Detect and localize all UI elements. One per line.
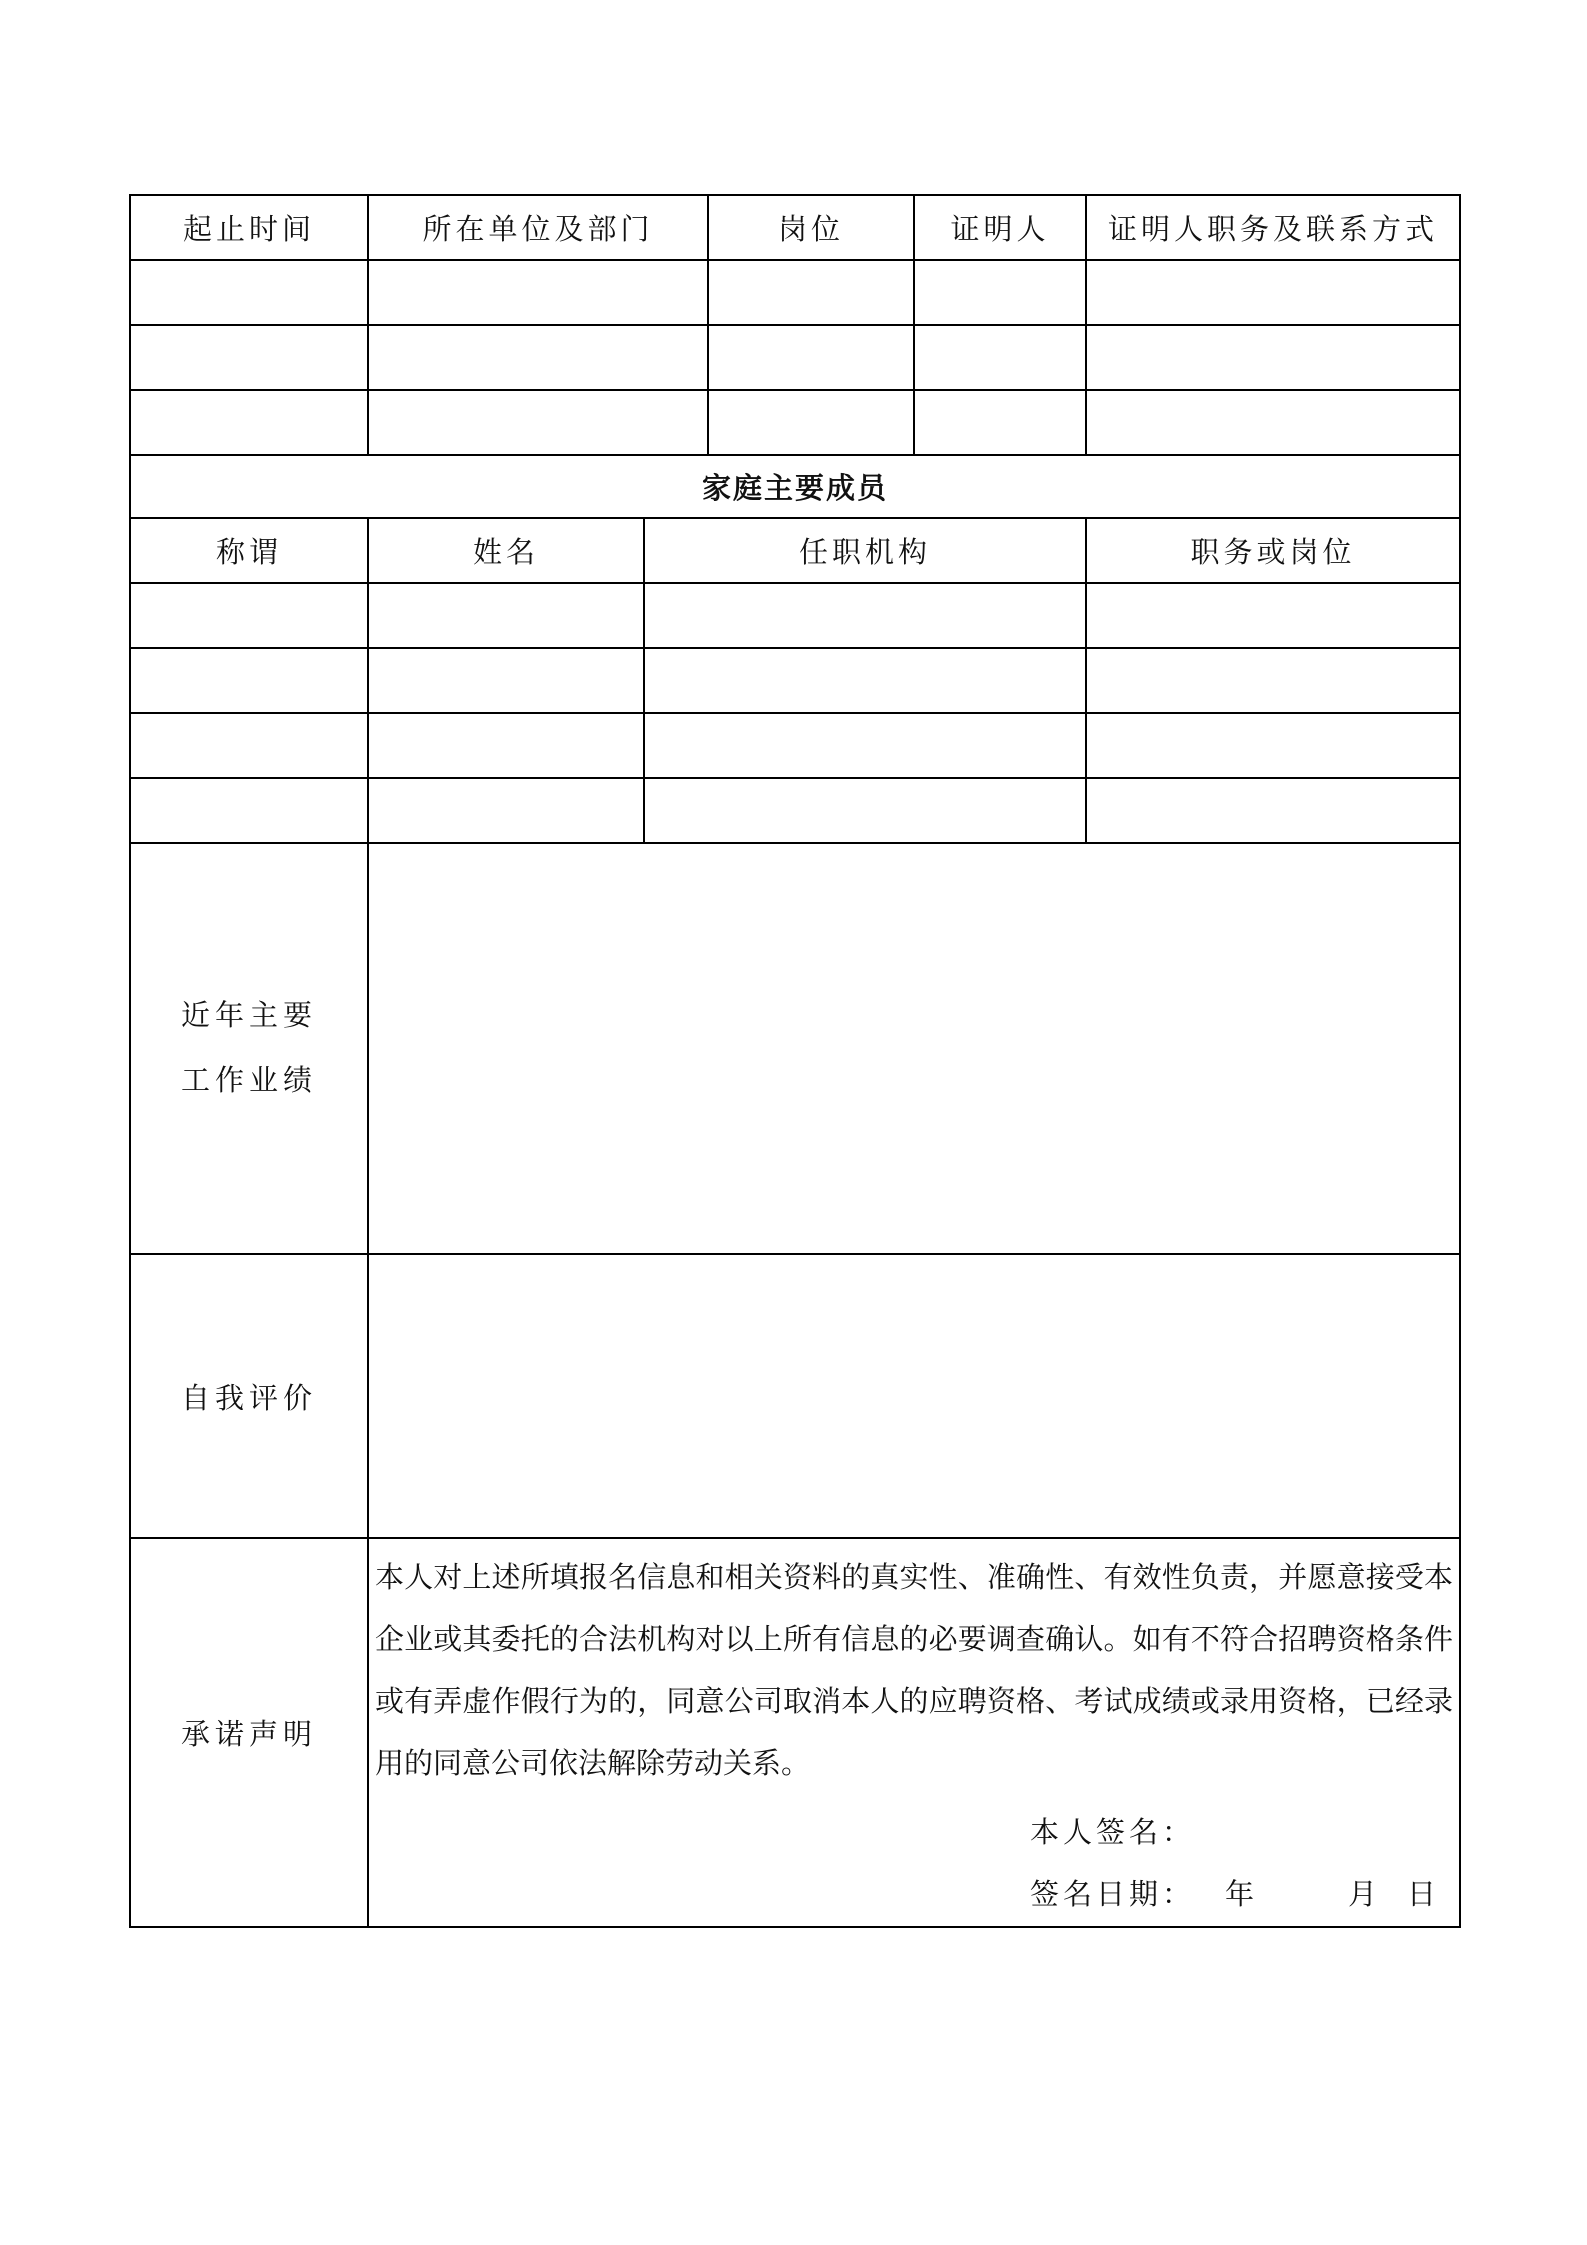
family-member-input-cell[interactable]	[368, 713, 644, 778]
signature-date-line	[1030, 1864, 1453, 1926]
family-member-input-cell[interactable]	[644, 583, 1086, 648]
family-member-row	[130, 713, 1460, 778]
application-form-table	[129, 194, 1461, 1928]
family-member-input-cell[interactable]	[130, 583, 368, 648]
achievements-row	[130, 843, 1460, 1254]
declaration-body-text: 本人对上述所填报名信息和相关资料的真实性、准确性、有效性负责，并愿意接受本企业或其委托的合法机构对以上所有信息的必要调查确认。如有不符合招聘资格条件或有弄虚作假行为的，同意公司取消本人的应聘资格、考试成绩或录用资格，已经录用的同意公司依法解除劳动关系。	[375, 1562, 1454, 1780]
achievements-label-line2: 工作业绩	[180, 1064, 317, 1097]
family-member-input-cell[interactable]	[130, 713, 368, 778]
self-evaluation-label: 自我评价	[130, 1254, 368, 1538]
family-member-input-cell[interactable]	[1086, 713, 1460, 778]
signature-date-label: 签名日期：	[1030, 1879, 1196, 1911]
work-history-input-cell[interactable]	[1086, 325, 1460, 390]
family-member-input-cell[interactable]	[130, 778, 368, 843]
work-history-input-cell[interactable]	[368, 390, 708, 455]
work-history-input-cell[interactable]	[1086, 260, 1460, 325]
work-history-input-cell[interactable]	[130, 390, 368, 455]
family-member-row	[130, 648, 1460, 713]
achievements-input-area[interactable]	[368, 843, 1460, 1254]
work-history-input-cell[interactable]	[914, 325, 1086, 390]
work-history-input-cell[interactable]	[1086, 390, 1460, 455]
self-evaluation-input-area[interactable]	[368, 1254, 1460, 1538]
self-evaluation-row	[130, 1254, 1460, 1538]
family-header-row	[130, 518, 1460, 583]
signature-line	[1030, 1802, 1453, 1864]
declaration-label: 承诺声明	[130, 1538, 368, 1927]
work-history-input-cell[interactable]	[914, 260, 1086, 325]
declaration-content	[368, 1538, 1460, 1927]
family-member-input-cell[interactable]	[1086, 648, 1460, 713]
work-history-input-cell[interactable]	[708, 325, 914, 390]
family-member-input-cell[interactable]	[644, 648, 1086, 713]
col-header-name: 姓名	[368, 518, 644, 583]
work-history-input-cell[interactable]	[914, 390, 1086, 455]
family-member-input-cell[interactable]	[368, 648, 644, 713]
work-history-input-cell[interactable]	[368, 260, 708, 325]
col-header-start-end-time: 起止时间	[130, 195, 368, 260]
col-header-reference-contact: 证明人职务及联系方式	[1086, 195, 1460, 260]
family-member-input-cell[interactable]	[368, 778, 644, 843]
work-history-input-cell[interactable]	[130, 260, 368, 325]
work-history-input-cell[interactable]	[708, 260, 914, 325]
work-history-row	[130, 390, 1460, 455]
family-section-title: 家庭主要成员	[130, 455, 1460, 518]
work-history-row	[130, 325, 1460, 390]
family-member-input-cell[interactable]	[644, 778, 1086, 843]
family-member-input-cell[interactable]	[130, 648, 368, 713]
family-member-row	[130, 778, 1460, 843]
family-member-input-cell[interactable]	[1086, 583, 1460, 648]
col-header-unit-department: 所在单位及部门	[368, 195, 708, 260]
family-member-input-cell[interactable]	[368, 583, 644, 648]
family-section-title-row	[130, 455, 1460, 518]
work-history-row	[130, 260, 1460, 325]
col-header-reference: 证明人	[914, 195, 1086, 260]
date-month-label: 月	[1348, 1879, 1382, 1911]
date-year-label: 年	[1225, 1879, 1259, 1911]
col-header-relationship: 称谓	[130, 518, 368, 583]
col-header-employer: 任职机构	[644, 518, 1086, 583]
date-day-label: 日	[1407, 1879, 1441, 1911]
work-history-input-cell[interactable]	[368, 325, 708, 390]
family-member-input-cell[interactable]	[1086, 778, 1460, 843]
work-history-header-row	[130, 195, 1460, 260]
signature-label: 本人签名：	[1030, 1817, 1196, 1849]
achievements-label-line1: 近年主要	[180, 999, 317, 1032]
work-history-input-cell[interactable]	[708, 390, 914, 455]
achievements-label	[130, 843, 368, 1254]
family-member-input-cell[interactable]	[644, 713, 1086, 778]
work-history-input-cell[interactable]	[130, 325, 368, 390]
col-header-family-position: 职务或岗位	[1086, 518, 1460, 583]
family-member-row	[130, 583, 1460, 648]
declaration-row	[130, 1538, 1460, 1927]
col-header-position: 岗位	[708, 195, 914, 260]
